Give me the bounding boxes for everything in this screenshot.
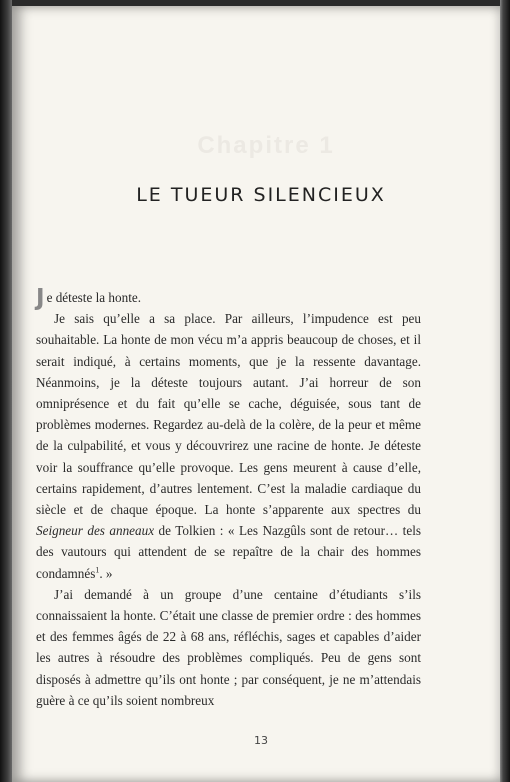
drop-cap: J: [36, 285, 45, 311]
book-spine-shadow: [0, 0, 12, 782]
paragraph-3: J’ai demandé à un groupe d’une centaine d’étudiants s’ils connaissaient la honte. C’était une classe de premier ordre : des hommes et des femmes âgés de 22 à 68 ans, réfléchis, sages et capables d’aider les autres à résoudre des problèmes compliqués. Peu de gens sont disposés à admettre qu’ils ont honte ; par conséquent, je ne m’attendais guère à ce qu’ils soient nombreux: [36, 586, 421, 708]
book-title-italic: Seigneur des anneaux: [36, 523, 155, 539]
footnote-marker: 1: [95, 565, 100, 575]
page-number: 13: [254, 734, 268, 747]
body-text: [36, 287, 421, 711]
book-page: [12, 6, 500, 782]
paragraph-1: [36, 285, 421, 311]
paragraph-1-text: e déteste la honte.: [46, 290, 142, 305]
chapter-label: Chapitre 1: [197, 132, 335, 159]
page-edge-shadow: [500, 0, 510, 782]
chapter-title: LE TUEUR SILENCIEUX: [136, 184, 386, 206]
paragraph-2-text-a: Je sais qu’elle a sa place. Par ailleurs, l’impudence est peu souhaitable. La honte de mon vécu m’a appris beaucoup de choses, et il serait indiqué, à certains moments, que je la ressente davantage. Néanmoins, je la déteste toujours autant. J’ai horreur de son omniprésence et du fait qu’elle se cache, déguisée, sous tant de problèmes modernes. Regardez au-delà de la colère, de la peur et même de la culpabilité, et vous y découvrirez une racine de honte. Je déteste voir la souffrance qu’elle provoque. Les gens meurent à cause d’elle, certains rapidement, d’autres lentement. C’est la maladie cardiaque du siècle et de chaque époque. La honte s’apparente aux spectres du: [36, 311, 421, 518]
paragraph-2: [36, 308, 421, 584]
paragraph-2-text-c: . »: [99, 565, 113, 581]
paragraph-2-text-b: de Tolkien : « Les Nazgûls sont de retour… tels des vautours qui attendent de se repaître de la chair des hommes condamnés: [36, 523, 421, 581]
